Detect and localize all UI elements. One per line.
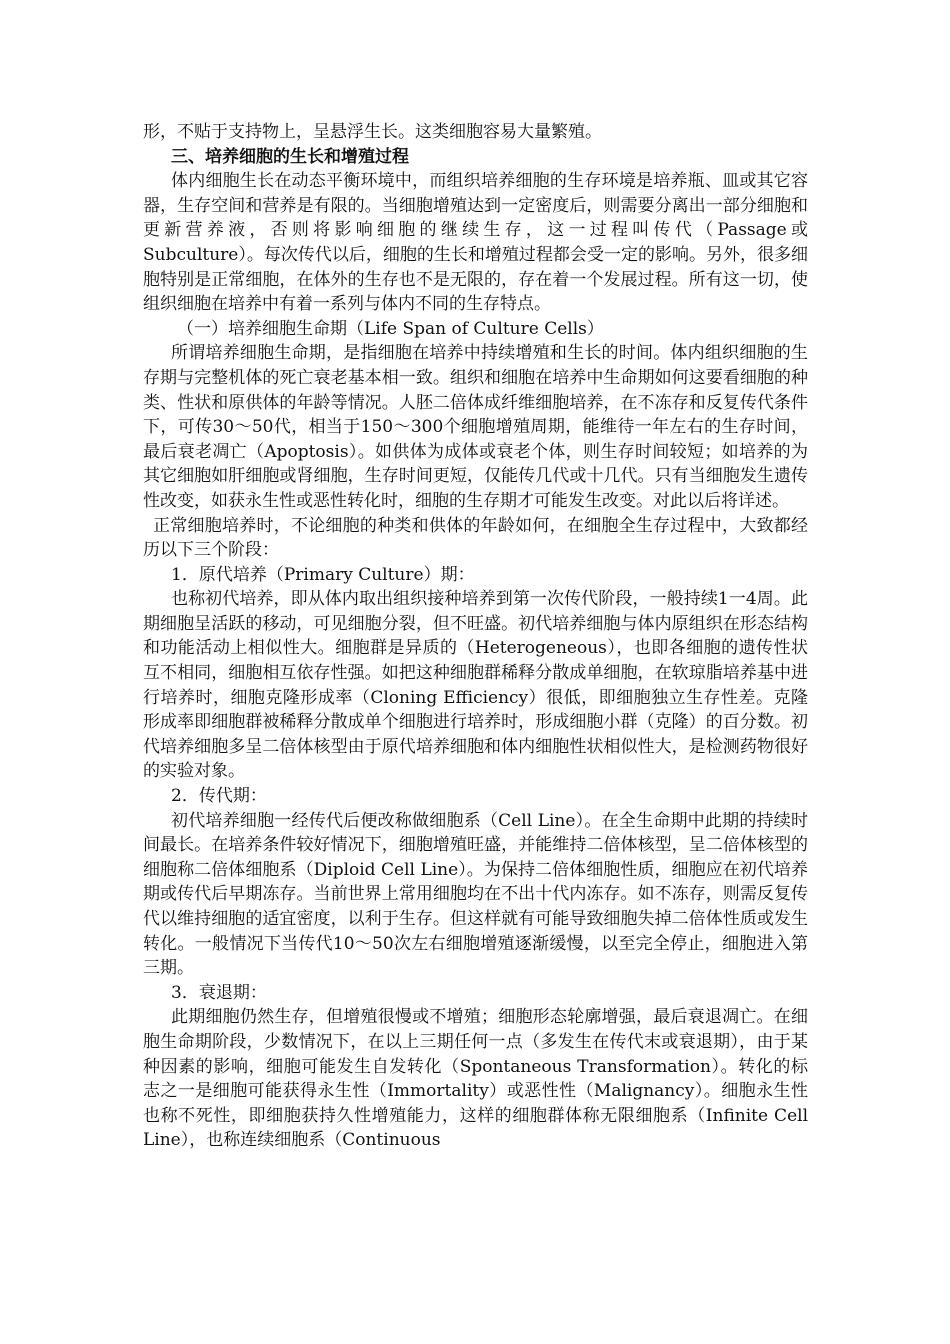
stage-heading-primary: 1．原代培养（Primary Culture）期： xyxy=(171,564,475,585)
stage-heading-passage: 2．传代期： xyxy=(171,786,267,807)
section-heading: 三、培养细胞的生长和增殖过程 xyxy=(171,146,409,167)
paragraph-lifespan: 所谓培养细胞生命期，是指细胞在培养中持续增殖和生长的时间。体内组织细胞的生存期与完整机体的死亡衰老基本相一致。组织和细胞在培养中生命期如何这要看细胞的种类、性状和原供体的年龄等情况。人胚二倍体成纤维细胞培养，在不冻存和反复传代条件下，可传30～50代，相当于150～300个细胞增殖周期，能维待一年左右的生存时间，最后衰老凋亡（Apoptosis）。如供体为成体或衰老个体，则生存时间较短；如培养的为其它细胞如肝细胞或肾细胞，生存时间更短，仅能传几代或十几代。只有当细胞发生遗传性改变，如获永生性或恶性转化时，细胞的生存期才可能发生改变。对此以后将详述。 xyxy=(143,343,808,511)
paragraph-continuation: 形，不贴于支持物上，呈悬浮生长。这类细胞容易大量繁殖。 xyxy=(143,122,602,142)
document-page xyxy=(143,120,808,1153)
stage-heading-decline: 3．衰退期： xyxy=(171,982,267,1003)
paragraph-passage: 初代培养细胞一经传代后便改称做细胞系（Cell Line）。在全生命期中此期的持续时间最长。在培养条件较好情况下，细胞增殖旺盛，并能维持二倍体核型，呈二倍体核型的细胞称二倍体细胞系（Diploid Cell Line）。为保持二倍体细胞性质，细胞应在初代培养期或传代后早期冻存。当前世界上常用细胞均在不出十代内冻存。如不冻存，则需反复传代以维持细胞的适宜密度，以利于生存。但这样就有可能导致细胞失掉二倍体性质或发生转化。一般情况下当传代10～50次左右细胞增殖逐渐缓慢，以至完全停止，细胞进入第三期。 xyxy=(143,810,808,979)
paragraph-intro: 体内细胞生长在动态平衡环境中，而组织培养细胞的生存环境是培养瓶、皿或其它容器，生存空间和营养是有限的。当细胞增殖达到一定密度后，则需要分离出一部分细胞和更新营养液，否则将影响细胞的继续生存，这一过程叫传代（Passage或Subculture）。每次传代以后，细胞的生长和增殖过程都会受一定的影响。另外，很多细胞特别是正常细胞，在体外的生存也不是无限的，存在着一个发展过程。所有这一切，使组织细胞在培养中有着一系列与体内不同的生存特点。 xyxy=(143,171,808,315)
paragraph-decline: 此期细胞仍然生存，但增殖很慢或不增殖；细胞形态轮廓增强，最后衰退凋亡。在细胞生命期阶段，少数情况下，在以上三期任何一点（多发生在传代末或衰退期），由于某种因素的影响，细胞可能发生自发转化（Spontaneous Transformation）。转化的标志之一是细胞可能获得永生性（Immortality）或恶性性（Malignancy）。细胞永生性也称不死性，即细胞获持久性增殖能力，这样的细胞群体称无限细胞系（Infinite Cell Line），也称连续细胞系（Continuous xyxy=(143,1007,808,1151)
subsection-heading: （一）培养细胞生命期（Life Span of Culture Cells） xyxy=(177,318,604,339)
paragraph-stages-intro: 正常细胞培养时，不论细胞的种类和供体的年龄如何，在细胞全生存过程中，大致都经历以下三个阶段： xyxy=(143,515,808,561)
paragraph-primary-culture: 也称初代培养，即从体内取出组织接种培养到第一次传代阶段，一般持续1一4周。此期细胞呈活跃的移动，可见细胞分裂，但不旺盛。初代培养细胞与体内原组织在形态结构和功能活动上相似性大。细胞群是异质的（Heterogeneous），也即各细胞的遗传性状互不相同，细胞相互依存性强。如把这种细胞群稀释分散成单细胞，在软琼脂培养基中进行培养时，细胞克隆形成率（Cloning Efficiency）很低，即细胞独立生存性差。克隆形成率即细胞群被稀释分散成单个细胞进行培养时，形成细胞小群（克隆）的百分数。初代培养细胞多呈二倍体核型由于原代培养细胞和体内细胞性状相似性大，是检测药物很好的实验对象。 xyxy=(143,589,808,782)
